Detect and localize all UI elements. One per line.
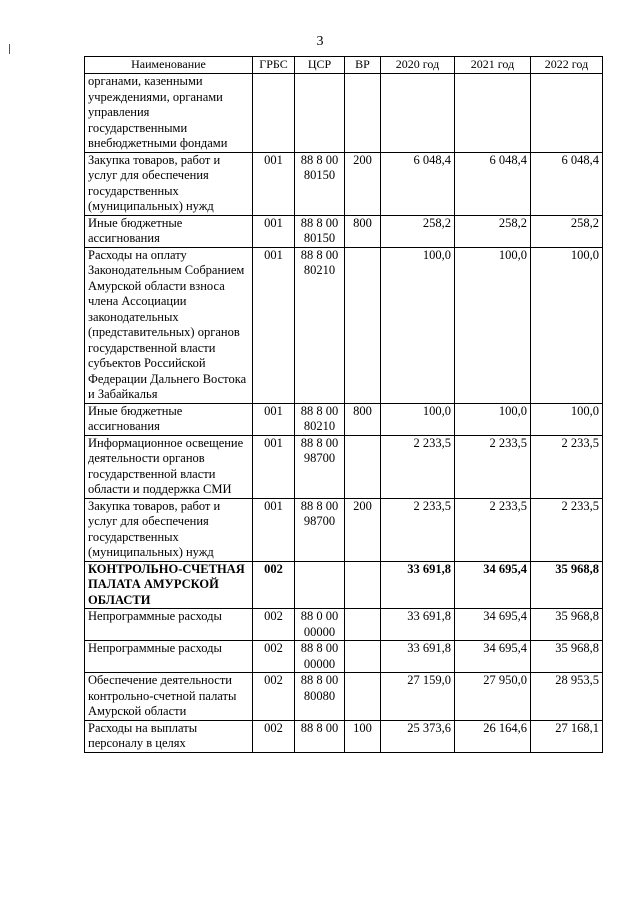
header-name: Наименование [85,57,253,74]
row-name-cell: Иные бюджетные ассигнования [85,215,253,247]
row-name-cell: Непрограммные расходы [85,609,253,641]
table-row [85,561,603,609]
row-grbs-cell: 002 [253,609,295,641]
row-csr-cell: 88 8 00 80150 [295,152,345,215]
row-csr-cell: 88 8 00 98700 [295,498,345,561]
row-csr-cell: 88 8 00 98700 [295,435,345,498]
row-2020-cell: 258,2 [381,215,455,247]
row-2020-cell: 100,0 [381,403,455,435]
table-row [85,152,603,215]
row-2020-cell: 25 373,6 [381,720,455,752]
table-row [85,215,603,247]
table-row [85,673,603,721]
table-row [85,435,603,498]
budget-table [84,56,603,753]
row-2020-cell: 100,0 [381,247,455,403]
row-2022-cell: 2 233,5 [531,435,603,498]
header-vr: ВР [345,57,381,74]
row-csr-cell [295,561,345,609]
row-2021-cell: 2 233,5 [455,498,531,561]
row-name-cell: Иные бюджетные ассигнования [85,403,253,435]
row-2022-cell: 6 048,4 [531,152,603,215]
row-grbs-cell [253,74,295,153]
row-csr-cell: 88 8 00 [295,720,345,752]
row-grbs-cell: 001 [253,498,295,561]
table-row [85,498,603,561]
table-row [85,74,603,153]
row-2020-cell: 2 233,5 [381,498,455,561]
row-2020-cell [381,74,455,153]
row-2022-cell: 2 233,5 [531,498,603,561]
row-2021-cell: 2 233,5 [455,435,531,498]
table-row [85,247,603,403]
row-name-cell: КОНТРОЛЬНО-СЧЕТНАЯ ПАЛАТА АМУРСКОЙ ОБЛАСТИ [85,561,253,609]
row-2022-cell: 35 968,8 [531,561,603,609]
row-csr-cell: 88 8 00 80210 [295,247,345,403]
row-csr-cell: 88 0 00 00000 [295,609,345,641]
row-vr-cell [345,561,381,609]
row-2022-cell [531,74,603,153]
table-row [85,403,603,435]
row-grbs-cell: 001 [253,247,295,403]
row-2022-cell: 28 953,5 [531,673,603,721]
row-name-cell: Информационное освещение деятельности органов государственной власти области и поддержка СМИ [85,435,253,498]
row-vr-cell: 800 [345,403,381,435]
header-2020: 2020 год [381,57,455,74]
page-number: 3 [316,34,324,49]
row-vr-cell [345,74,381,153]
table-row [85,641,603,673]
row-2022-cell: 35 968,8 [531,609,603,641]
table-row [85,720,603,752]
row-2022-cell: 100,0 [531,403,603,435]
row-grbs-cell: 001 [253,215,295,247]
row-2022-cell: 100,0 [531,247,603,403]
row-name-cell: Закупка товаров, работ и услуг для обеспечения государственных (муниципальных) нужд [85,498,253,561]
row-name-cell: Расходы на оплату Законодательным Собранием Амурской области взноса члена Ассоциации законодательных (представительных) органов государственной власти субъектов Российской Федерации Дальнего Востока и Забайкалья [85,247,253,403]
row-csr-cell: 88 8 00 80080 [295,673,345,721]
header-2022: 2022 год [531,57,603,74]
header-csr: ЦСР [295,57,345,74]
row-csr-cell [295,74,345,153]
row-2020-cell: 27 159,0 [381,673,455,721]
row-csr-cell: 88 8 00 80150 [295,215,345,247]
row-csr-cell: 88 8 00 80210 [295,403,345,435]
row-vr-cell [345,435,381,498]
row-vr-cell: 200 [345,498,381,561]
row-csr-cell: 88 8 00 00000 [295,641,345,673]
row-2021-cell: 26 164,6 [455,720,531,752]
row-name-cell: Непрограммные расходы [85,641,253,673]
table-row [85,609,603,641]
row-2021-cell: 6 048,4 [455,152,531,215]
row-name-cell: Расходы на выплаты персоналу в целях [85,720,253,752]
row-2022-cell: 35 968,8 [531,641,603,673]
row-2021-cell: 34 695,4 [455,609,531,641]
row-2020-cell: 33 691,8 [381,561,455,609]
row-vr-cell: 100 [345,720,381,752]
row-name-cell: Обеспечение деятельности контрольно-счетной палаты Амурской области [85,673,253,721]
row-2021-cell: 27 950,0 [455,673,531,721]
row-2021-cell: 34 695,4 [455,561,531,609]
row-2020-cell: 2 233,5 [381,435,455,498]
row-grbs-cell: 002 [253,720,295,752]
row-vr-cell [345,247,381,403]
row-2020-cell: 33 691,8 [381,609,455,641]
row-2021-cell [455,74,531,153]
header-grbs: ГРБС [253,57,295,74]
row-vr-cell [345,673,381,721]
row-name-cell: органами, казенными учреждениями, органами управления государственными внебюджетными фондами [85,74,253,153]
row-vr-cell: 200 [345,152,381,215]
row-name-cell: Закупка товаров, работ и услуг для обеспечения государственных (муниципальных) нужд [85,152,253,215]
row-grbs-cell: 002 [253,673,295,721]
row-vr-cell [345,641,381,673]
row-vr-cell [345,609,381,641]
header-2021: 2021 год [455,57,531,74]
row-2021-cell: 34 695,4 [455,641,531,673]
row-2020-cell: 6 048,4 [381,152,455,215]
row-2020-cell: 33 691,8 [381,641,455,673]
row-grbs-cell: 001 [253,152,295,215]
row-2021-cell: 100,0 [455,247,531,403]
row-2022-cell: 258,2 [531,215,603,247]
row-grbs-cell: 002 [253,641,295,673]
margin-mark [9,44,10,54]
row-2021-cell: 258,2 [455,215,531,247]
row-grbs-cell: 002 [253,561,295,609]
row-grbs-cell: 001 [253,403,295,435]
header-row [85,57,603,74]
row-vr-cell: 800 [345,215,381,247]
row-grbs-cell: 001 [253,435,295,498]
row-2022-cell: 27 168,1 [531,720,603,752]
row-2021-cell: 100,0 [455,403,531,435]
